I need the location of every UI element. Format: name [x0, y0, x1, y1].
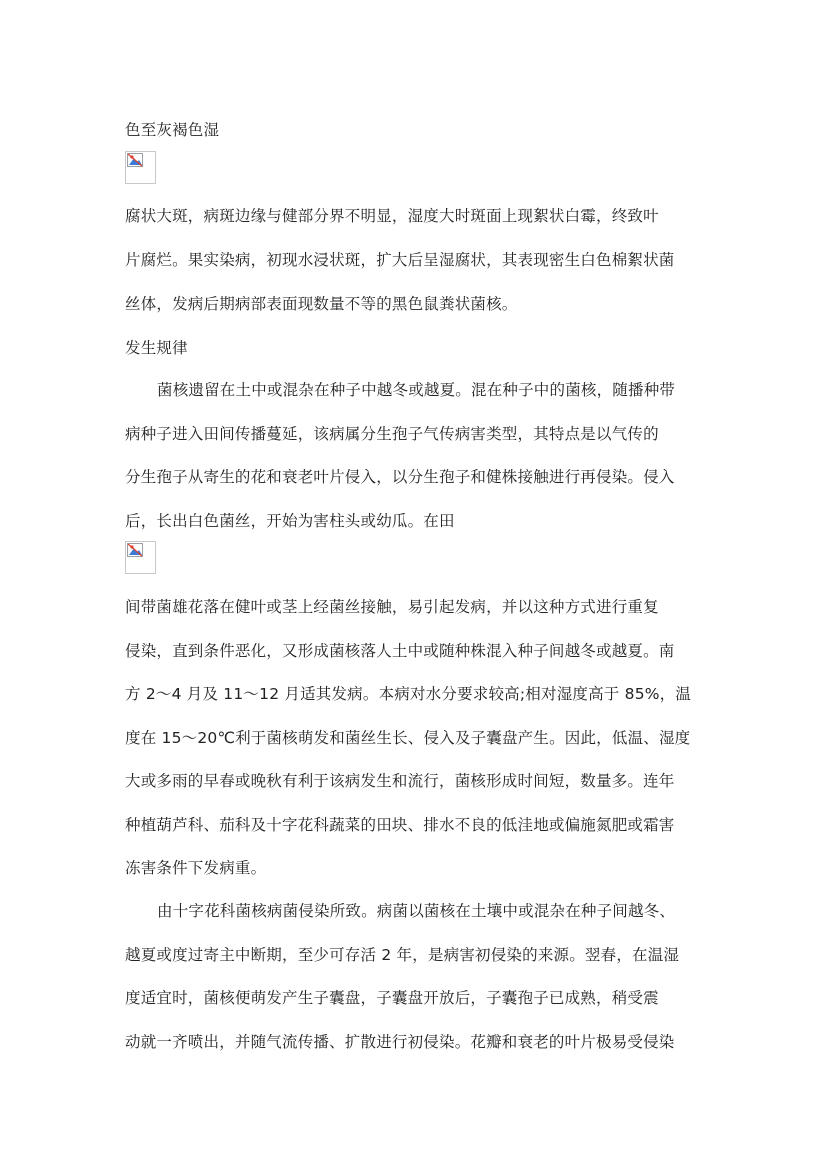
text-line: 由十字花科菌核病菌侵染所致。病菌以菌核在土壤中或混杂在种子间越冬、 [157, 902, 676, 920]
text-line: 菌核遗留在土中或混杂在种子中越冬或越夏。混在种子中的菌核，随播种带 [157, 381, 676, 399]
text-line: 色至灰褐色湿 [125, 121, 220, 139]
text-line: 动就一齐喷出，并随气流传播、扩散进行初侵染。花瓣和衰老的叶片极易受侵染 [125, 1033, 675, 1051]
text-line: 越夏或度过寄主中断期，至少可存活 2 年，是病害初侵染的来源。翌春，在温湿 [125, 946, 680, 964]
broken-image-icon [125, 151, 156, 184]
broken-image-icon [125, 541, 156, 574]
text-line: 大或多雨的早春或晚秋有利于该病发生和流行，菌核形成时间短，数量多。连年 [125, 772, 675, 790]
text-line: 腐状大斑，病斑边缘与健部分界不明显，湿度大时斑面上现絮状白霉，终致叶 [125, 207, 659, 225]
text-line: 丝体，发病后期病部表面现数量不等的黑色鼠粪状菌核。 [125, 295, 518, 313]
text-line: 间带菌雄花落在健叶或茎上经菌丝接触，易引起发病，并以这种方式进行重复 [125, 598, 659, 616]
section-heading: 发生规律 [125, 339, 188, 357]
text-line: 片腐烂。果实染病，初现水浸状斑，扩大后呈湿腐状，其表现密生白色棉絮状菌 [125, 251, 675, 269]
text-line: 病种子进入田间传播蔓延，该病属分生孢子气传病害类型，其特点是以气传的 [125, 425, 659, 443]
text-line: 侵染，直到条件恶化，又形成菌核落人土中或随种株混入种子间越冬或越夏。南 [125, 642, 675, 660]
text-line: 冻害条件下发病重。 [125, 859, 267, 877]
text-line: 方 2～4 月及 11～12 月适其发病。本病对水分要求较高;相对湿度高于 85%，温 [125, 685, 692, 703]
text-line: 分生孢子从寄生的花和衰老叶片侵入，以分生孢子和健株接触进行再侵染。侵入 [125, 468, 675, 486]
text-line: 后，长出白色菌丝，开始为害柱头或幼瓜。在田 [125, 512, 455, 530]
text-line: 种植葫芦科、茄科及十字花科蔬菜的田块、排水不良的低洼地或偏施氮肥或霜害 [125, 816, 675, 834]
text-line: 度适宜时，菌核便萌发产生子囊盘，子囊盘开放后，子囊孢子已成熟，稍受震 [125, 989, 659, 1007]
text-line: 度在 15～20℃利于菌核萌发和菌丝生长、侵入及子囊盘产生。因此，低温、湿度 [125, 729, 691, 747]
